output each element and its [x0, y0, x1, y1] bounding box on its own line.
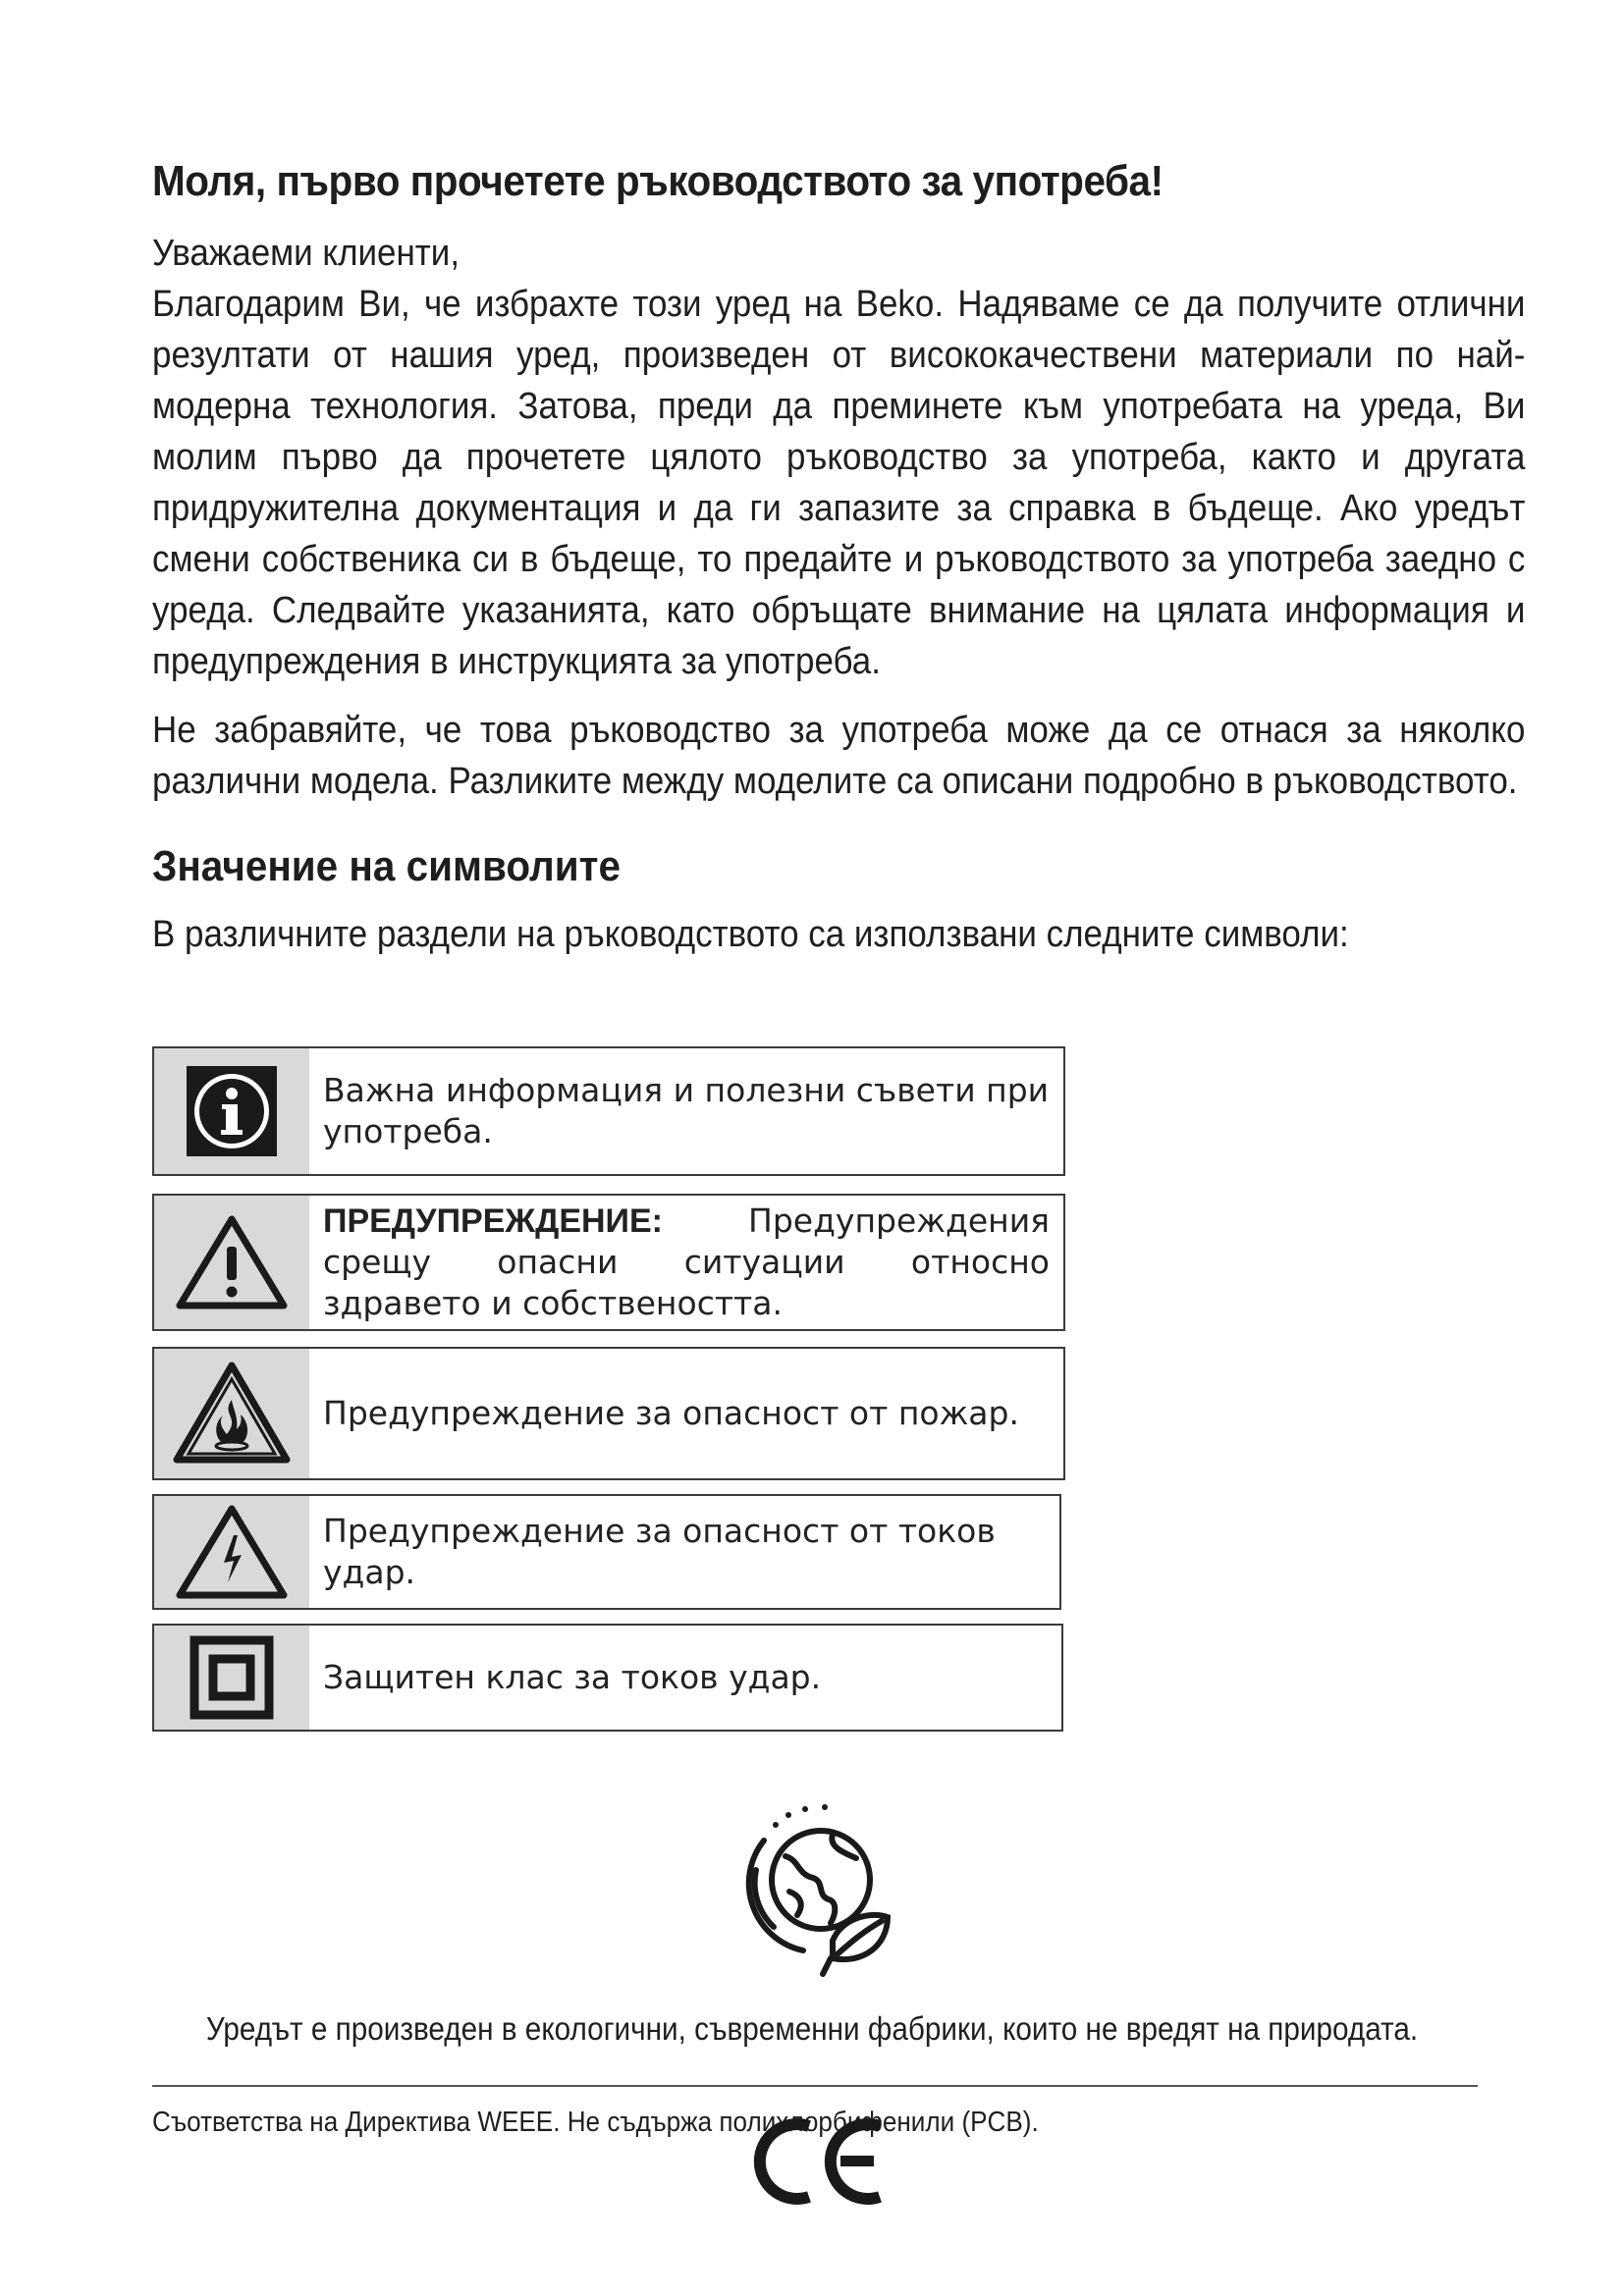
eco-globe-leaf-icon: [734, 1801, 901, 1998]
warning-icon: [154, 1196, 309, 1329]
greeting: Уважаеми клиенти,: [152, 233, 460, 274]
warning-text: Предупреждения срещу опасни ситуации относно здравето и собствеността.: [323, 1201, 1050, 1322]
symbol-row-fire: [152, 1347, 1065, 1480]
ce-mark-icon: [744, 2110, 892, 2209]
protection-class-icon: [154, 1626, 309, 1730]
page-title: Моля, първо прочетете ръководството за употреба!: [152, 157, 1164, 205]
weee-statement: Съответства на Директива WEEE. Не съдържа полихлорбифенили (PCB).: [152, 2107, 1039, 2138]
symbol-description: Важна информация и полезни съвети при употреба.: [323, 1071, 1050, 1150]
symbol-description: Предупреждение за опасност от токов удар.: [323, 1512, 996, 1591]
symbols-intro: В различните раздели на ръководството са използвани следните символи:: [152, 914, 1349, 955]
info-icon: [154, 1048, 309, 1174]
symbol-row-electric: [152, 1494, 1061, 1610]
symbol-description: Предупреждение за опасност от пожар.: [323, 1394, 1019, 1432]
page-content: [152, 157, 1527, 960]
symbol-row-info: [152, 1046, 1065, 1176]
divider: [152, 2085, 1478, 2087]
symbol-description: [309, 1196, 1063, 1329]
models-note: Не забравяйте, че това ръководство за употреба може да се отнася за няколко различни модела. Разликите между моделите са описани подробно в ръководството.: [152, 710, 1526, 802]
eco-statement: Уредът е произведен в екологични, съвременни фабрики, които не вредят на природата.: [205, 2010, 1419, 2047]
electric-shock-icon: [154, 1496, 309, 1608]
symbol-description: Защитен клас за токов удар.: [323, 1658, 822, 1696]
intro-paragraph: Благодарим Ви, че избрахте този уред на Beko. Надяваме се да получите отлични резултати от нашия уред, произведен от висококачествени материали по най-модерна технология. Затова, преди да преминете към употребата на уреда, Ви молим първо да прочетете цялото ръководство за употреба, както и другата придружителна документация и да ги запазите за справка в бъдеще. Ако уредът смени собственика си в бъдеще, то предайте и ръководството за употреба заедно с уреда. Следвайте указанията, като обръщате внимание на цялата информация и предупреждения в инструкцията за употреба.: [152, 284, 1526, 682]
symbol-row-warning: [152, 1194, 1065, 1331]
fire-hazard-icon: [154, 1349, 309, 1478]
warning-label: ПРЕДУПРЕЖДЕНИЕ:: [323, 1202, 663, 1240]
intro-section: [152, 228, 1525, 687]
symbol-row-protection: [152, 1624, 1063, 1732]
symbols-heading: Значение на символите: [152, 842, 621, 890]
